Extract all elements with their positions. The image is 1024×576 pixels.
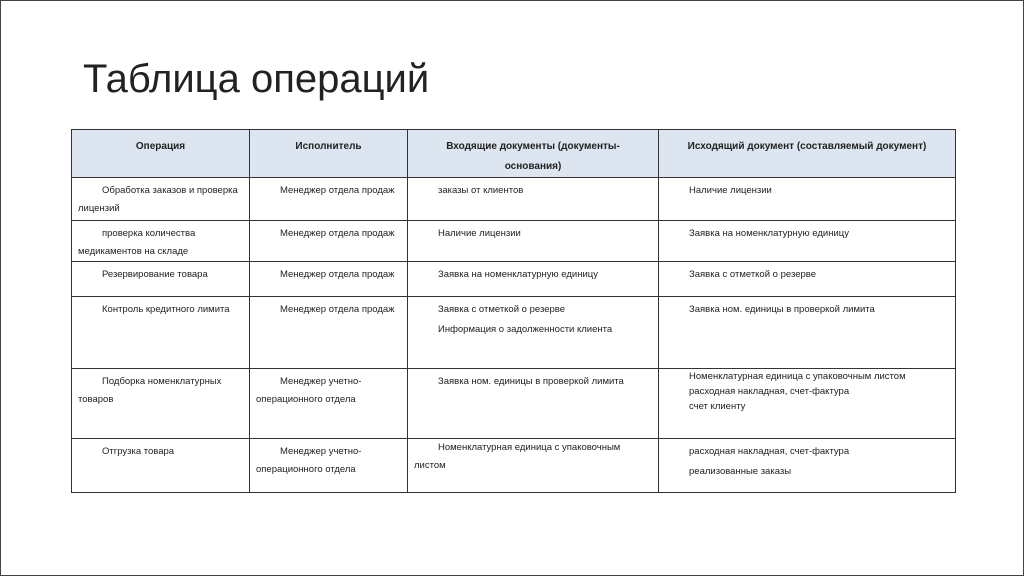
cell-outgoing: Наличие лицензии	[659, 178, 956, 221]
cell-executor: Менеджер отдела продаж	[250, 178, 408, 221]
cell-outgoing: Заявка ном. единицы в проверкой лимита	[659, 297, 956, 369]
header-incoming: Входящие документы (документы- основания)	[408, 130, 659, 178]
cell-outgoing: Заявка на номенклатурную единицу	[659, 221, 956, 262]
cell-operation: Контроль кредитного лимита	[72, 297, 250, 369]
cell-incoming: Заявка на номенклатурную единицу	[408, 262, 659, 297]
table-row	[72, 262, 956, 297]
cell-executor: Менеджер учетно- операционного отдела	[250, 439, 408, 493]
page-title: Таблица операций	[83, 57, 430, 101]
cell-operation: Отгрузка товара	[72, 439, 250, 493]
cell-incoming: Заявка ном. единицы в проверкой лимита	[408, 369, 659, 439]
table-row	[72, 178, 956, 221]
cell-incoming: Номенклатурная единица с упаковочным листом	[408, 439, 659, 493]
cell-operation: Подборка номенклатурных товаров	[72, 369, 250, 439]
cell-incoming: Заявка с отметкой о резерве Информация о задолженности клиента	[408, 297, 659, 369]
table-row	[72, 297, 956, 369]
cell-executor: Менеджер отдела продаж	[250, 262, 408, 297]
cell-outgoing: Номенклатурная единица с упаковочным листом расходная накладная, счет-фактура счет клиенту	[659, 369, 956, 439]
cell-outgoing: Заявка с отметкой о резерве	[659, 262, 956, 297]
cell-incoming: Наличие лицензии	[408, 221, 659, 262]
table-row	[72, 221, 956, 262]
header-executor: Исполнитель	[250, 130, 408, 178]
table-row	[72, 439, 956, 493]
cell-operation: проверка количества медикаментов на складе	[72, 221, 250, 262]
cell-operation: Резервирование товара	[72, 262, 250, 297]
cell-executor: Менеджер отдела продаж	[250, 297, 408, 369]
cell-executor: Менеджер отдела продаж	[250, 221, 408, 262]
table-header-row	[72, 130, 956, 178]
cell-executor: Менеджер учетно- операционного отдела	[250, 369, 408, 439]
cell-outgoing: расходная накладная, счет-фактура реализованные заказы	[659, 439, 956, 493]
table-row	[72, 369, 956, 439]
cell-incoming: заказы от клиентов	[408, 178, 659, 221]
operations-table	[71, 129, 956, 493]
cell-operation: Обработка заказов и проверка лицензий	[72, 178, 250, 221]
header-outgoing: Исходящий документ (составляемый документ)	[659, 130, 956, 178]
header-operation: Операция	[72, 130, 250, 178]
